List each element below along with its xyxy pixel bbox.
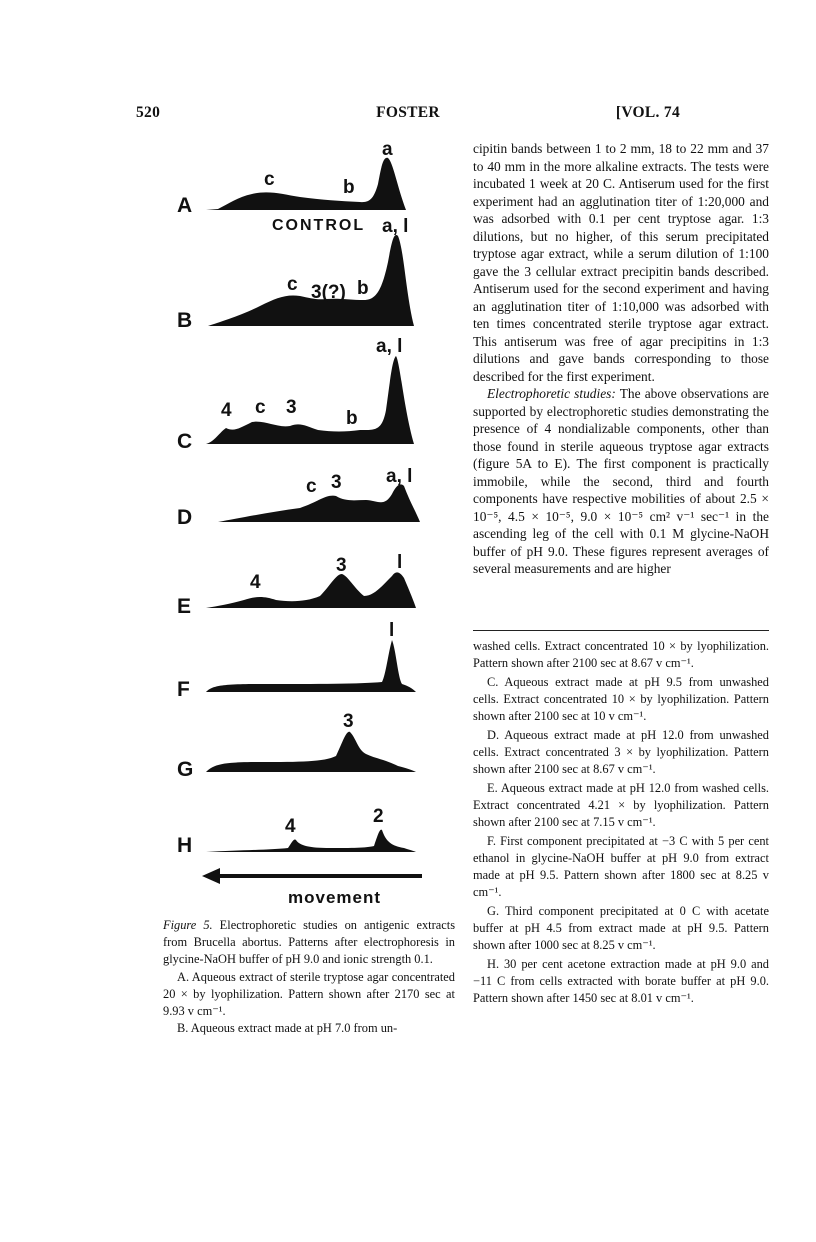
movement-arrow xyxy=(202,868,422,907)
peak-label: 3(?) xyxy=(311,282,346,303)
caption-item-b-cont: washed cells. Extract concentrated 10 × by lyophilization. Pattern shown after 2100 sec at 8.67 v cm⁻¹. xyxy=(473,639,769,670)
peak-label: 3 xyxy=(331,472,342,493)
panel-label-g: G xyxy=(177,758,194,781)
caption-item-h: H. 30 per cent acetone extraction made at pH 9.0 and −11 C from cells extracted with borate buffer at pH 9.0. Pattern shown after 1450 sec at 8.01 v cm⁻¹. xyxy=(473,957,769,1005)
peak-label: 2 xyxy=(373,806,384,827)
peak-label: 3 xyxy=(286,397,297,418)
panel-g xyxy=(177,711,416,781)
body-paragraph xyxy=(473,385,769,578)
peak-label: a xyxy=(382,139,393,160)
panel-label-b: B xyxy=(177,309,193,332)
panel-a xyxy=(177,139,406,234)
peak-label: 4 xyxy=(250,572,261,593)
peak-label: b xyxy=(346,408,358,429)
peak-label: b xyxy=(343,177,355,198)
electrophoresis-figure xyxy=(160,130,450,910)
panel-label-h: H xyxy=(177,834,193,857)
panel-label-a: A xyxy=(177,194,193,217)
peak-label: 4 xyxy=(221,400,232,421)
caption-item-b: B. Aqueous extract made at pH 7.0 from un- xyxy=(177,1021,398,1036)
peak-label: l xyxy=(389,620,395,641)
peak-label: c xyxy=(255,397,266,418)
page-number: 520 xyxy=(136,104,161,121)
section-heading: Electrophoretic studies: xyxy=(487,386,616,401)
body-paragraph-text: The above observations are supported by electrophoretic studies demonstrating the presence of 4 nondializable components, other than those found in sterile aqueous tryptose agar extracts (figure 5A to E). The first component is practically immobile, while the second, third and fourth components have respective mobilities of about 2.5 × 10⁻⁵, 4.5 × 10⁻⁵, 9.0 × 10⁻⁵ cm² v⁻¹ sec⁻¹ in the ascending leg of the cell with 0.1 M glycine-NaOH buffer of pH 9.0. These figures represent averages of several measurements and are higher xyxy=(473,386,769,576)
peak-label: c xyxy=(287,274,298,295)
peak-label: a, l xyxy=(386,466,413,487)
peak-label: 3 xyxy=(343,711,354,732)
caption-divider xyxy=(473,630,769,631)
peak-label: l xyxy=(397,552,403,573)
panel-d xyxy=(177,466,420,529)
caption-intro: Electrophoretic studies on antigenic extracts from Brucella abortus. Patterns after electrophoresis in glycine-NaOH buffer of pH 9.0 and ionic strength 0.1. xyxy=(163,918,456,967)
figure-caption xyxy=(163,917,455,1037)
peak-label: a, l xyxy=(382,216,409,237)
panel-label-c: C xyxy=(177,430,193,453)
caption-item-e: E. Aqueous extract made at pH 12.0 from washed cells. Extract concentrated 4.21 × by lyophilization. Pattern shown after 2100 sec at 7.15 v cm⁻¹. xyxy=(473,781,769,829)
panel-e xyxy=(177,552,416,618)
peak-label: c xyxy=(264,169,275,190)
peak-label: 3 xyxy=(336,555,347,576)
caption-item-g: G. Third component precipitated at 0 C with acetate buffer at pH 4.5 from extract made at pH 9.5. Pattern shown after 1000 sec at 8.25 v cm⁻¹. xyxy=(473,904,769,952)
caption-item-c: C. Aqueous extract made at pH 9.5 from unwashed cells. Extract concentrated 10 × by lyophilization. Pattern shown after 2100 sec at 10 v cm⁻¹. xyxy=(473,675,769,723)
peak-label: c xyxy=(306,476,317,497)
panel-label-f: F xyxy=(177,678,190,701)
movement-label: movement xyxy=(288,888,382,907)
peak-label: b xyxy=(357,278,369,299)
running-head-volume: [VOL. 74 xyxy=(615,104,680,121)
running-head-author: FOSTER xyxy=(376,104,440,121)
panel-h xyxy=(177,806,416,857)
panel-c xyxy=(177,336,414,453)
caption-item-f: F. First component precipitated at −3 C with 5 per cent ethanol in glycine-NaOH buffer at pH 9.0 from extract made at pH 9.5. Pattern shown after 1800 sec at 8.25 v cm⁻¹. xyxy=(473,834,769,899)
caption-continuation xyxy=(473,638,769,1007)
panel-f xyxy=(177,620,416,701)
peak-label: 4 xyxy=(285,816,296,837)
caption-item-d: D. Aqueous extract made at pH 12.0 from unwashed cells. Extract concentrated 3 × by lyophilization. Pattern shown after 2100 sec at 8.67 v cm⁻¹. xyxy=(473,728,769,776)
body-paragraph: cipitin bands between 1 to 2 mm, 18 to 22 mm and 37 to 40 mm in the more alkaline extracts. The tests were incubated 1 week at 20 C. Antiserum used for the first experiment had an agglutination titer of 1:20,000 and was adsorbed with 0.1 per cent tryptose agar. 1:3 dilutions, but no higher, of this serum precipitated tryptose agar extract, while a serum dilution of 1:100 gave the 3 cellular extract precipitin bands described. Antiserum used for the second experiment and having an agglutination titer of 1:10,000 was adsorbed with ten times concentrated sterile tryptose agar extract. This antiserum was free of agar precipitins in 1:3 dilutions and gave bands corresponding to those described for the first experiment. xyxy=(473,141,769,384)
peak-label: a, l xyxy=(376,336,403,357)
panel-label-d: D xyxy=(177,506,193,529)
figure-title: Figure 5. xyxy=(163,918,213,932)
caption-item-a: A. Aqueous extract of sterile tryptose agar concentrated 20 × by lyophilization. Pattern shown after 2170 sec at 9.93 v cm⁻¹. xyxy=(163,969,455,1019)
body-text xyxy=(473,140,769,578)
panel-label-e: E xyxy=(177,595,192,618)
control-label: CONTROL xyxy=(272,217,366,234)
